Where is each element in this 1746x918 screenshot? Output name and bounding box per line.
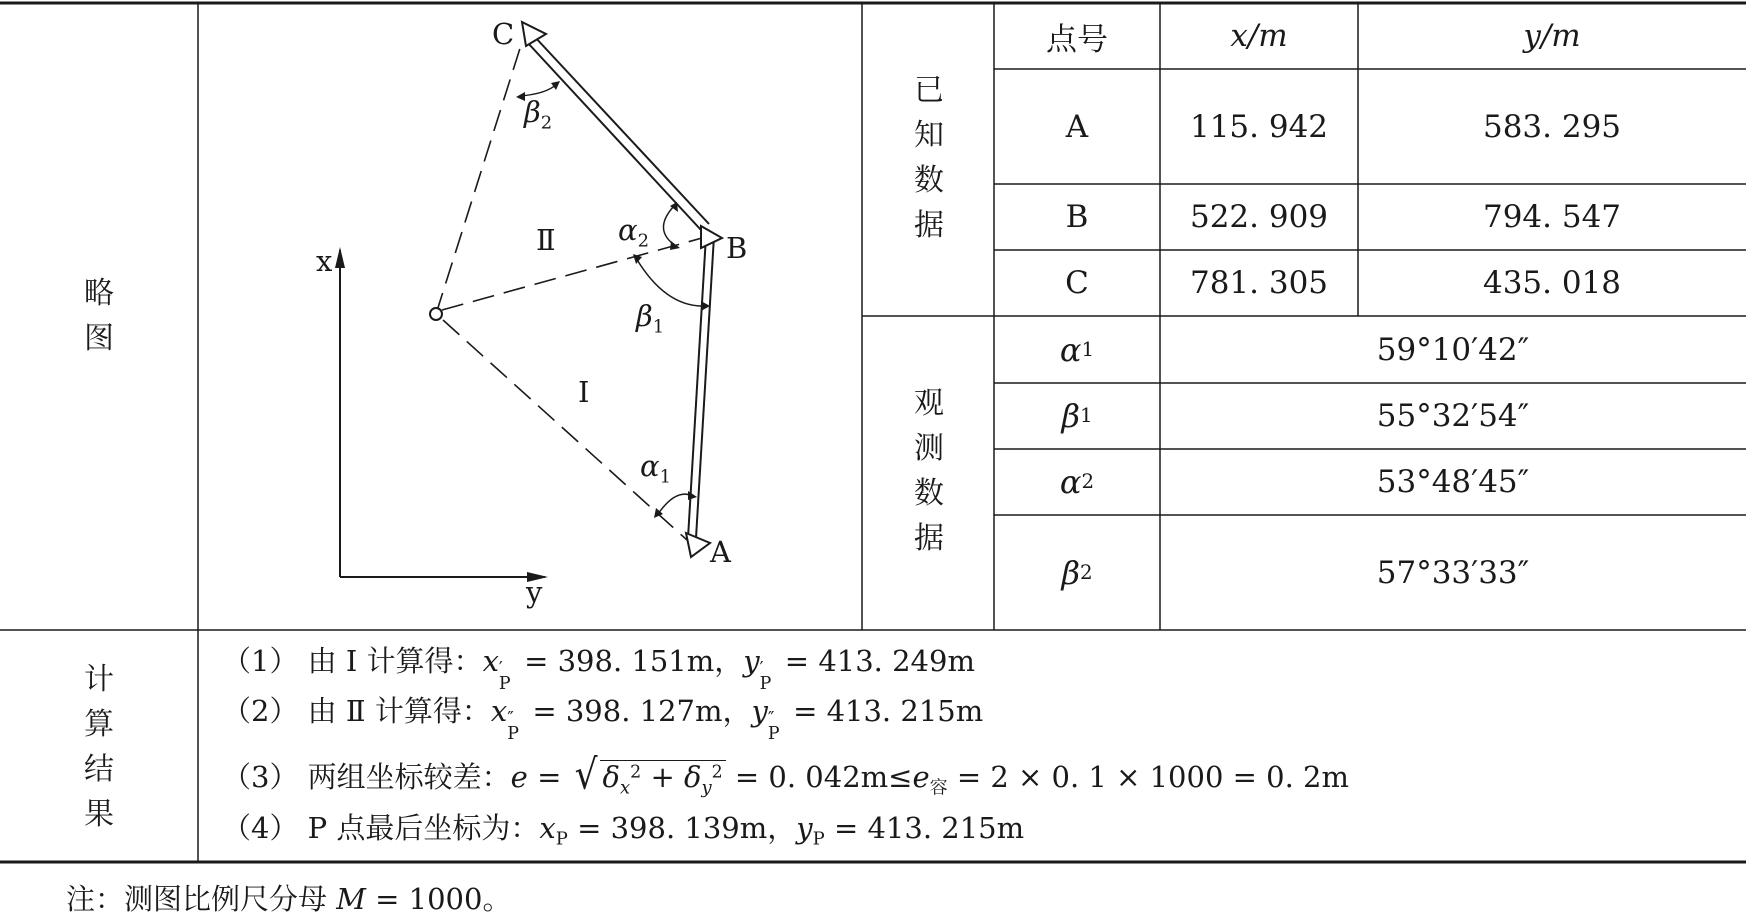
results-section-label: 计算结果 (84, 662, 114, 832)
alpha2-label: $\alpha_2$ (618, 213, 650, 252)
x-axis-arrow (335, 247, 345, 268)
point-p-marker (430, 308, 442, 320)
observed-alpha2-symbol: α 2 (1059, 463, 1095, 501)
beta2-label: $\beta_2$ (524, 95, 553, 134)
sketch-section-label: 略图 (84, 276, 114, 356)
observed-beta1-value: 55°32′54″ (1376, 398, 1530, 434)
observed-data-label: 观测数据 (914, 386, 944, 556)
station-a-marker (686, 533, 710, 557)
result-line-4: （4） P 点最后坐标为：$x_P = 398$. 139m，$y_P = 413$. 215m (222, 811, 1025, 850)
known-row-a-y: 583. 295 (1482, 108, 1622, 145)
angle-alpha1-arc (658, 494, 693, 514)
known-row-b-x: 522. 909 (1189, 199, 1329, 235)
radical-sign: √ (574, 751, 598, 799)
point-a-label: A (710, 535, 731, 569)
observed-alpha1-symbol: α 1 (1059, 330, 1095, 369)
region-1-label: Ⅰ (578, 375, 590, 409)
observed-beta2-value: 57°33′33″ (1376, 554, 1530, 591)
point-c-label: C (492, 17, 515, 51)
known-row-a-x: 115. 942 (1189, 108, 1329, 145)
known-row-b-y: 794. 547 (1482, 199, 1622, 235)
sqrt-radicand: $\delta_x^2 + \delta_y^2$ (600, 760, 726, 792)
y-axis-label: y (526, 575, 543, 609)
known-row-c-y: 435. 018 (1482, 265, 1622, 301)
observed-beta2-symbol: β 2 (1061, 553, 1093, 592)
result-line-3: （3） 两组坐标较差：e = √ $\delta_x^2 + \delta_y^2 = 0$. $042m\le e_容 = 2 \times 0$. 1 × 1000 = 0. 2m (222, 751, 1349, 799)
known-data-label: 已知数据 (914, 73, 944, 243)
x-axis-label: x (316, 244, 333, 278)
result-line-1: （1） 由 Ⅰ 计算得：x ′ P = 398. 151m，y ′ P = 413. 249m (222, 644, 975, 695)
beta1-label: $\beta_1$ (636, 299, 665, 338)
header-point: 点号 (1046, 21, 1108, 58)
alpha1-label: $\alpha_1$ (640, 449, 672, 488)
known-row-c-x: 781. 305 (1189, 265, 1329, 301)
known-row-c-point: C (1065, 265, 1089, 301)
station-b-marker (701, 226, 722, 248)
known-row-b-point: B (1065, 199, 1089, 235)
point-b-label: B (726, 231, 748, 265)
observed-beta1-symbol: β 1 (1061, 397, 1093, 435)
known-row-a-point: A (1065, 108, 1089, 145)
footnote: 注：测图比例尺分母 M = 1000。 (66, 882, 512, 916)
header-x: x/m (1230, 18, 1288, 54)
baseline-bc (527, 36, 709, 230)
result-line-2: （2） 由 Ⅱ 计算得：x ″ P = 398. 127m，y ″ P = 413. 215m (222, 694, 984, 745)
region-2-label: Ⅱ (536, 223, 556, 257)
angle-alpha2-arc (663, 206, 676, 246)
station-c-marker (522, 22, 546, 46)
observed-alpha1-value: 59°10′42″ (1376, 331, 1530, 368)
header-y: y/m (1523, 18, 1581, 54)
observed-alpha2-value: 53°48′45″ (1376, 464, 1530, 500)
baseline-ab (688, 236, 714, 538)
